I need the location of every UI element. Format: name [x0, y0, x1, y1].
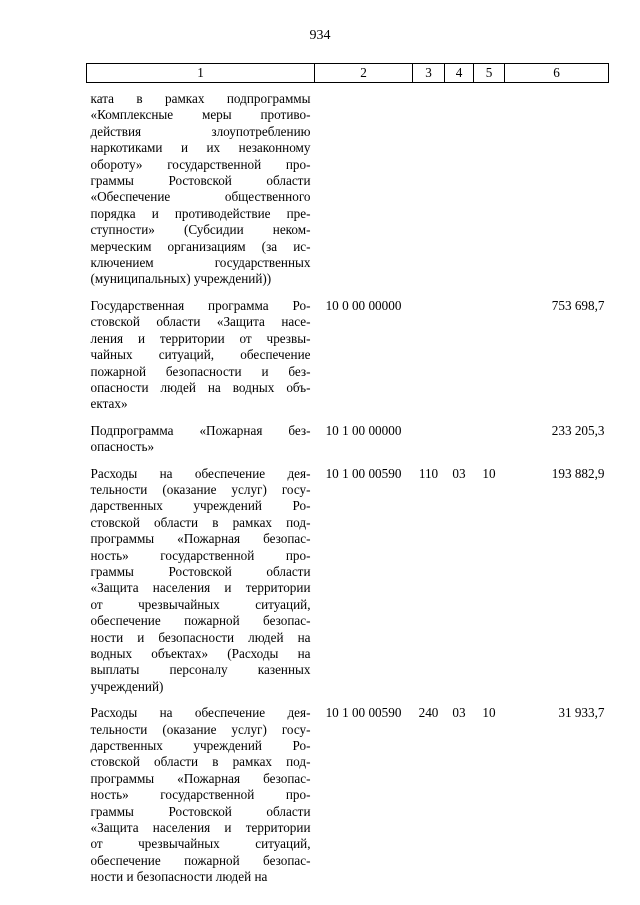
- section-code: [445, 83, 474, 295]
- description-line: обеспечение пожарной безопас-: [90, 852, 311, 868]
- description-line: ключением государственных: [90, 255, 311, 271]
- section-code: 03: [452, 705, 466, 721]
- description-line: дарственных учреждений Ро-: [90, 738, 311, 754]
- description-line: тельности (оказание услуг) госу-: [90, 721, 311, 737]
- table-row: [87, 702, 609, 892]
- expense-type-code: [413, 83, 445, 295]
- description-line: тельности (оказание услуг) госу-: [90, 481, 311, 497]
- header-col-6: 6: [505, 64, 609, 83]
- row-description: [87, 463, 315, 703]
- description-line: дарственных учреждений Ро-: [90, 498, 311, 514]
- header-col-4: 4: [445, 64, 474, 83]
- table-row: [87, 420, 609, 463]
- description-line: водных объектах» (Расходы на: [90, 646, 311, 661]
- section-code: [445, 420, 474, 463]
- expense-type-code: 110: [418, 465, 439, 481]
- subsection-code: [474, 420, 505, 463]
- description-line: чайных ситуаций, обеспечение: [90, 347, 311, 363]
- description-line: «Защита населения и территории: [90, 820, 311, 836]
- subsection-code: 10: [482, 705, 496, 721]
- description-line: учреждений): [90, 678, 164, 694]
- header-col-1: 1: [87, 64, 315, 83]
- amount-value: 753 698,7: [551, 297, 605, 313]
- description-line: «Защита населения и территории: [90, 580, 311, 596]
- description-line: ления и территории от чрезвы-: [90, 330, 311, 346]
- description-line: ности и безопасности людей на: [90, 629, 311, 645]
- description-line: ступности» (Субсидии неком-: [90, 222, 311, 238]
- target-article-code: 10 1 00 00000: [325, 422, 402, 438]
- table-row: [87, 295, 609, 420]
- row-description: [87, 702, 315, 892]
- subsection-code: 10: [482, 465, 496, 481]
- header-col-2: 2: [315, 64, 413, 83]
- table-row: [87, 463, 609, 703]
- section-code: 03: [452, 465, 466, 481]
- description-line: опасности людей на водных объ-: [90, 379, 311, 395]
- description-line: граммы Ростовской области: [90, 563, 311, 579]
- expense-type-code: [413, 420, 445, 463]
- expense-type-code: 240: [418, 705, 439, 721]
- table-body: [87, 83, 609, 893]
- description-line: стовской области «Защита насе-: [90, 314, 311, 330]
- description-line: ность» государственной про-: [90, 547, 311, 563]
- amount-value: 31 933,7: [558, 705, 605, 721]
- header-col-3: 3: [413, 64, 445, 83]
- row-description: [87, 83, 315, 295]
- page-number: 934: [309, 28, 331, 43]
- expense-type-code: [413, 295, 445, 420]
- description-line: программы «Пожарная безопас-: [90, 531, 311, 547]
- description-line: от чрезвычайных ситуаций,: [90, 596, 311, 612]
- amount-value: 233 205,3: [551, 422, 605, 438]
- description-line: «Обеспечение общественного: [90, 189, 311, 205]
- description-line: мерческим организациям (за ис-: [90, 238, 311, 254]
- description-line: граммы Ростовской области: [90, 173, 311, 189]
- description-line: стовской области в рамках под-: [90, 754, 311, 770]
- description-line: Подпрограмма «Пожарная без-: [90, 422, 311, 438]
- description-line: ката в рамках подпрограммы: [90, 91, 311, 106]
- description-line: обороту» государственной про-: [90, 156, 311, 172]
- description-line: Государственная программа Ро-: [90, 297, 311, 313]
- description-line: опасность»: [90, 439, 155, 455]
- description-line: действия злоупотреблению: [90, 123, 311, 139]
- row-description: [87, 295, 315, 420]
- description-line: граммы Ростовской области: [90, 803, 311, 819]
- budget-table: [86, 63, 609, 893]
- subsection-code: [474, 295, 505, 420]
- subsection-code: [474, 83, 505, 295]
- description-line: (муниципальных) учреждений)): [90, 271, 272, 287]
- header-col-5: 5: [474, 64, 505, 83]
- description-line: Расходы на обеспечение дея-: [90, 705, 311, 721]
- description-line: наркотиками и их незаконному: [90, 140, 311, 156]
- table-header-row: [87, 64, 609, 83]
- description-line: программы «Пожарная безопас-: [90, 770, 311, 786]
- description-line: ектах»: [90, 396, 128, 412]
- section-code: [445, 295, 474, 420]
- description-line: ности и безопасности людей на: [90, 869, 268, 885]
- description-line: обеспечение пожарной безопас-: [90, 613, 311, 629]
- description-line: от чрезвычайных ситуаций,: [90, 836, 311, 852]
- amount-value: 193 882,9: [551, 465, 605, 481]
- target-article-code: 10 0 00 00000: [325, 297, 402, 313]
- table-row: [87, 83, 609, 295]
- amount-value: [505, 83, 609, 295]
- description-line: выплаты персоналу казенных: [90, 662, 311, 678]
- description-line: пожарной безопасности и без-: [90, 363, 311, 379]
- target-article-code: 10 1 00 00590: [325, 705, 402, 721]
- target-article-code: [315, 83, 413, 295]
- description-line: стовской области в рамках под-: [90, 514, 311, 530]
- row-description: [87, 420, 315, 463]
- description-line: порядка и противодействие пре-: [90, 205, 311, 221]
- target-article-code: 10 1 00 00590: [325, 465, 402, 481]
- description-line: ность» государственной про-: [90, 787, 311, 803]
- description-line: Расходы на обеспечение дея-: [90, 465, 311, 481]
- description-line: «Комплексные меры противо-: [90, 107, 311, 123]
